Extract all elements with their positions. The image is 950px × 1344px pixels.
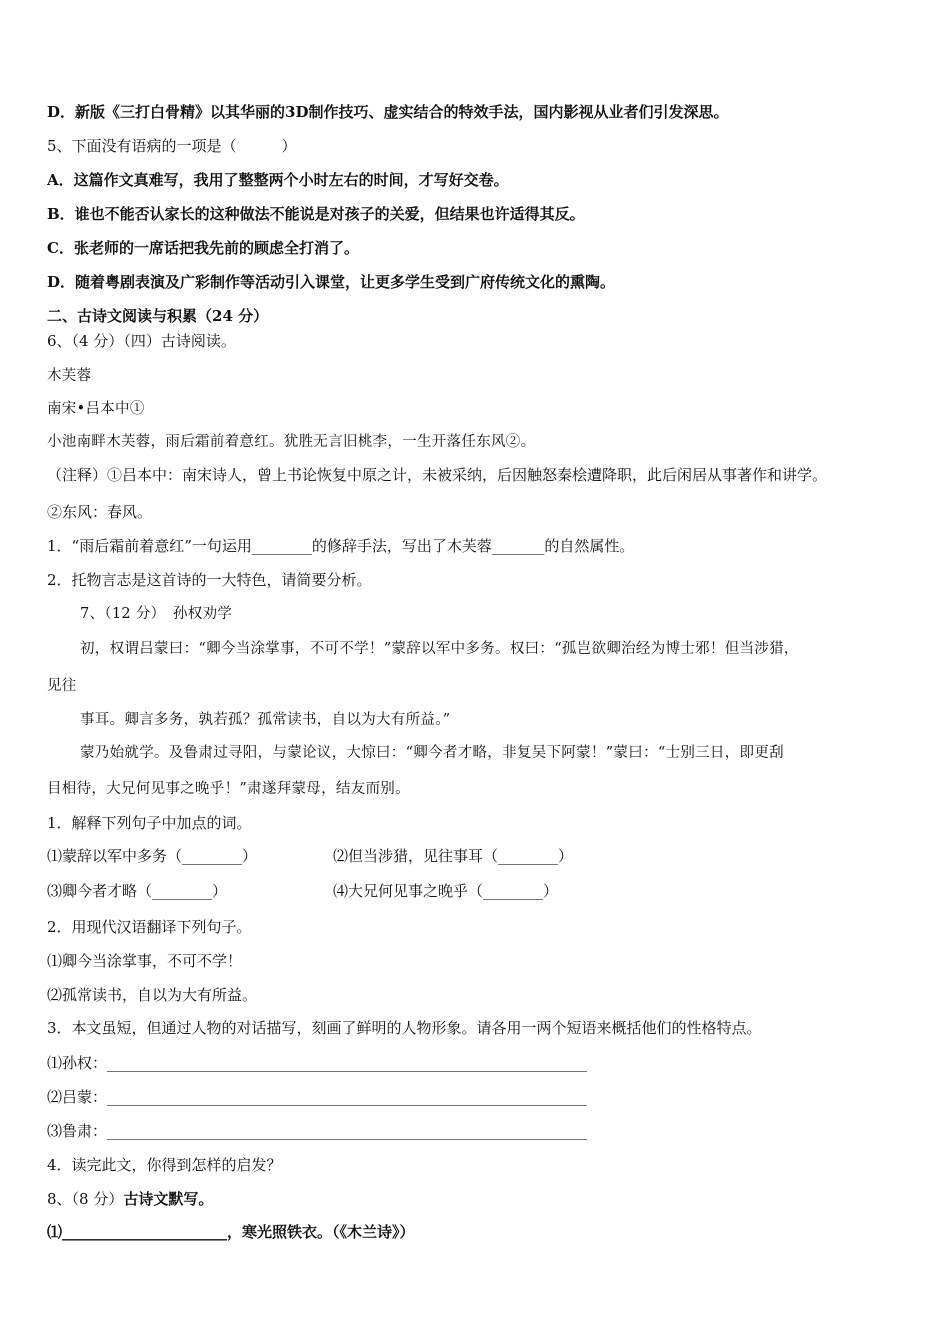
poem-author: 南宋•吕本中①	[47, 401, 145, 417]
q7-stem: 7、（12 分） 孙权劝学	[80, 606, 233, 622]
q6-sub-1: 1．“雨后霜前着意红”一句运用________的修辞手法，写出了木芙蓉_______的自然属性。	[47, 537, 635, 555]
q7-sub-1-2: ⑵但当涉猎，见往事耳（________）	[333, 847, 574, 865]
q7-sub-4: 4．读完此文，你得到怎样的启发？	[47, 1156, 282, 1174]
q5-option-c: C．张老师的一席话把我先前的顾虑全打消了。	[47, 239, 359, 257]
q6-stem: 6、（4 分）（四）古诗阅读。	[47, 332, 236, 350]
q7-sub-3-3: ⑶鲁肃：________________________________________________________________	[47, 1122, 588, 1140]
poem-text: 小池南畔木芙蓉，雨后霜前着意红。犹胜无言旧桃李，一生开落任东风②。	[47, 434, 536, 450]
q8-stem-prefix: 8、（8 分）	[47, 1190, 124, 1208]
q7-sub-3: 3．本文虽短，但通过人物的对话描写，刻画了鲜明的人物形象。请各用一两个短语来概括他们的性格特点。	[47, 1019, 762, 1037]
q7-sub-2: 2．用现代汉语翻译下列句子。	[47, 918, 252, 936]
q7-sub-2-1: ⑴卿今当涂掌事，不可不学！	[47, 952, 243, 970]
q5-option-d: D．随着粤剧表演及广彩制作等活动引入课堂，让更多学生受到广府传统文化的熏陶。	[47, 273, 616, 291]
q7-para-2b: 目相待，大兄何见事之晚乎！”肃遂拜蒙母，结友而别。	[47, 781, 410, 797]
q5-stem: 5、下面没有语病的一项是（ ）	[47, 137, 297, 155]
section-2-title: 二、古诗文阅读与积累（24 分）	[47, 307, 269, 325]
poem-title: 木芙蓉	[47, 368, 92, 384]
q7-para-1a: 初，权谓吕蒙曰：“卿今当涂掌事，不可不学！”蒙辞以军中多务。权曰：“孤岂欲卿治经为博士邪！但当涉猎，	[80, 641, 799, 657]
q8-sub-1: ⑴______________________，寒光照铁衣。（《木兰诗》）	[47, 1223, 415, 1241]
q6-sub-2: 2．托物言志是这首诗的一大特色，请简要分析。	[47, 571, 372, 589]
q7-sub-1-4: ⑷大兄何见事之晚乎（________）	[333, 882, 559, 900]
q7-sub-2-2: ⑵孤常读书，自以为大有所益。	[47, 986, 258, 1004]
q8-stem	[47, 1189, 213, 1209]
q8-stem-title: 古诗文默写。	[123, 1190, 214, 1208]
q4-option-d: D．新版《三打白骨精》以其华丽的3D制作技巧、虚实结合的特效手法，国内影视从业者们引发深思。	[47, 103, 729, 121]
q7-para-1c: 事耳。卿言多务，孰若孤？孤常读书，自以为大有所益。”	[80, 712, 451, 728]
poem-note-2: ②东风：春风。	[47, 503, 153, 521]
q7-sub-3-1: ⑴孙权：________________________________________________________________	[47, 1054, 588, 1072]
q7-para-1b: 见往	[47, 678, 77, 694]
q7-sub-1-3: ⑶卿今者才略（________）	[47, 882, 228, 900]
q7-para-2a: 蒙乃始就学。及鲁肃过寻阳，与蒙论议，大惊曰：“卿今者才略，非复吴下阿蒙！”蒙曰：“士别三日，即更刮	[80, 745, 784, 761]
poem-note-1: （注释）①吕本中：南宋诗人，曾上书论恢复中原之计，未被采纳，后因触怒秦桧遭降职，此后闲居从事著作和讲学。	[47, 466, 828, 484]
q7-sub-1-1: ⑴蒙辞以军中多务（________）	[47, 847, 258, 865]
q5-option-a: A．这篇作文真难写，我用了整整两个小时左右的时间，才写好交卷。	[47, 171, 509, 189]
q7-sub-1: 1．解释下列句子中加点的词。	[47, 814, 252, 832]
q5-option-b: B．谁也不能否认家长的这种做法不能说是对孩子的关爱，但结果也许适得其反。	[47, 205, 585, 223]
q7-sub-3-2: ⑵吕蒙：________________________________________________________________	[47, 1088, 588, 1106]
